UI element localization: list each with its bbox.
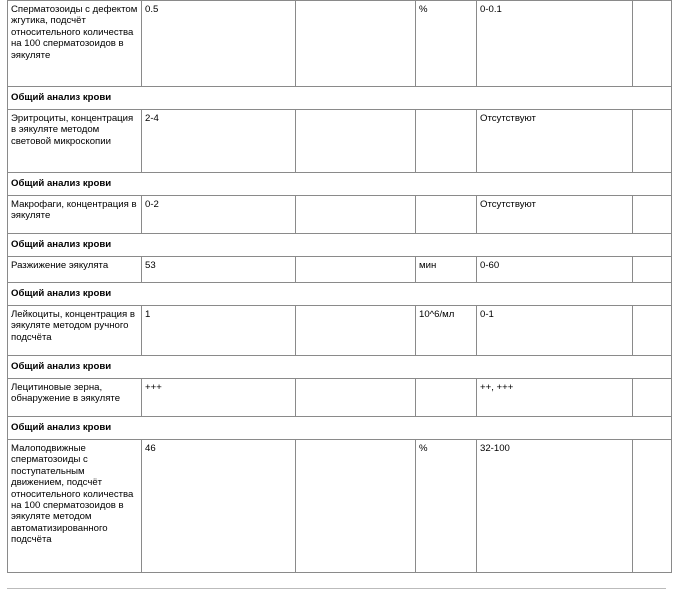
test-result: 1 — [142, 306, 296, 356]
section-title: Общий анализ крови — [8, 234, 672, 257]
test-result: 2-4 — [142, 110, 296, 173]
test-extra — [633, 1, 672, 87]
test-reference: ++, +++ — [477, 379, 633, 417]
test-unit — [416, 110, 477, 173]
section-header — [8, 283, 672, 306]
table-row — [8, 110, 672, 173]
test-result: 46 — [142, 440, 296, 573]
table-row — [8, 257, 672, 283]
test-reference: Отсутствуют — [477, 110, 633, 173]
test-result: 0-2 — [142, 196, 296, 234]
test-flag — [296, 1, 416, 87]
test-unit: % — [416, 440, 477, 573]
test-name: Малоподвижные сперматозоиды с поступательным движением, подсчёт относительного количества на 100 сперматозоидов в эякуляте методом автоматизированного подсчёта — [8, 440, 142, 573]
table-row — [8, 1, 672, 87]
test-reference: 32-100 — [477, 440, 633, 573]
test-unit: % — [416, 1, 477, 87]
section-title: Общий анализ крови — [8, 87, 672, 110]
section-title: Общий анализ крови — [8, 417, 672, 440]
section-title: Общий анализ крови — [8, 356, 672, 379]
test-reference: Отсутствуют — [477, 196, 633, 234]
test-flag — [296, 196, 416, 234]
test-unit: 10^6/мл — [416, 306, 477, 356]
test-flag — [296, 257, 416, 283]
test-flag — [296, 440, 416, 573]
test-unit — [416, 379, 477, 417]
test-reference: 0-1 — [477, 306, 633, 356]
test-unit — [416, 196, 477, 234]
test-extra — [633, 257, 672, 283]
table-row — [8, 196, 672, 234]
section-title: Общий анализ крови — [8, 173, 672, 196]
section-title: Общий анализ крови — [8, 283, 672, 306]
test-reference: 0-0.1 — [477, 1, 633, 87]
test-name: Сперматозоиды с дефектом жгутика, подсчёт относительного количества на 100 сперматозоидов в эякуляте — [8, 1, 142, 87]
test-reference: 0-60 — [477, 257, 633, 283]
test-flag — [296, 306, 416, 356]
test-result: +++ — [142, 379, 296, 417]
test-flag — [296, 379, 416, 417]
section-header — [8, 356, 672, 379]
test-extra — [633, 379, 672, 417]
test-name: Эритроциты, концентрация в эякуляте методом световой микроскопии — [8, 110, 142, 173]
section-header — [8, 417, 672, 440]
table-row — [8, 379, 672, 417]
test-result: 53 — [142, 257, 296, 283]
test-extra — [633, 440, 672, 573]
test-extra — [633, 196, 672, 234]
table-row — [8, 306, 672, 356]
test-name: Разжижение эякулята — [8, 257, 142, 283]
test-name: Лейкоциты, концентрация в эякуляте методом ручного подсчёта — [8, 306, 142, 356]
test-flag — [296, 110, 416, 173]
section-header — [8, 234, 672, 257]
page-divider — [7, 588, 666, 589]
section-header — [8, 173, 672, 196]
test-extra — [633, 306, 672, 356]
test-name: Макрофаги, концентрация в эякуляте — [8, 196, 142, 234]
test-result: 0.5 — [142, 1, 296, 87]
test-unit: мин — [416, 257, 477, 283]
section-header — [8, 87, 672, 110]
results-table — [7, 0, 672, 573]
test-name: Лецитиновые зерна, обнаружение в эякуляте — [8, 379, 142, 417]
test-extra — [633, 110, 672, 173]
table-row — [8, 440, 672, 573]
